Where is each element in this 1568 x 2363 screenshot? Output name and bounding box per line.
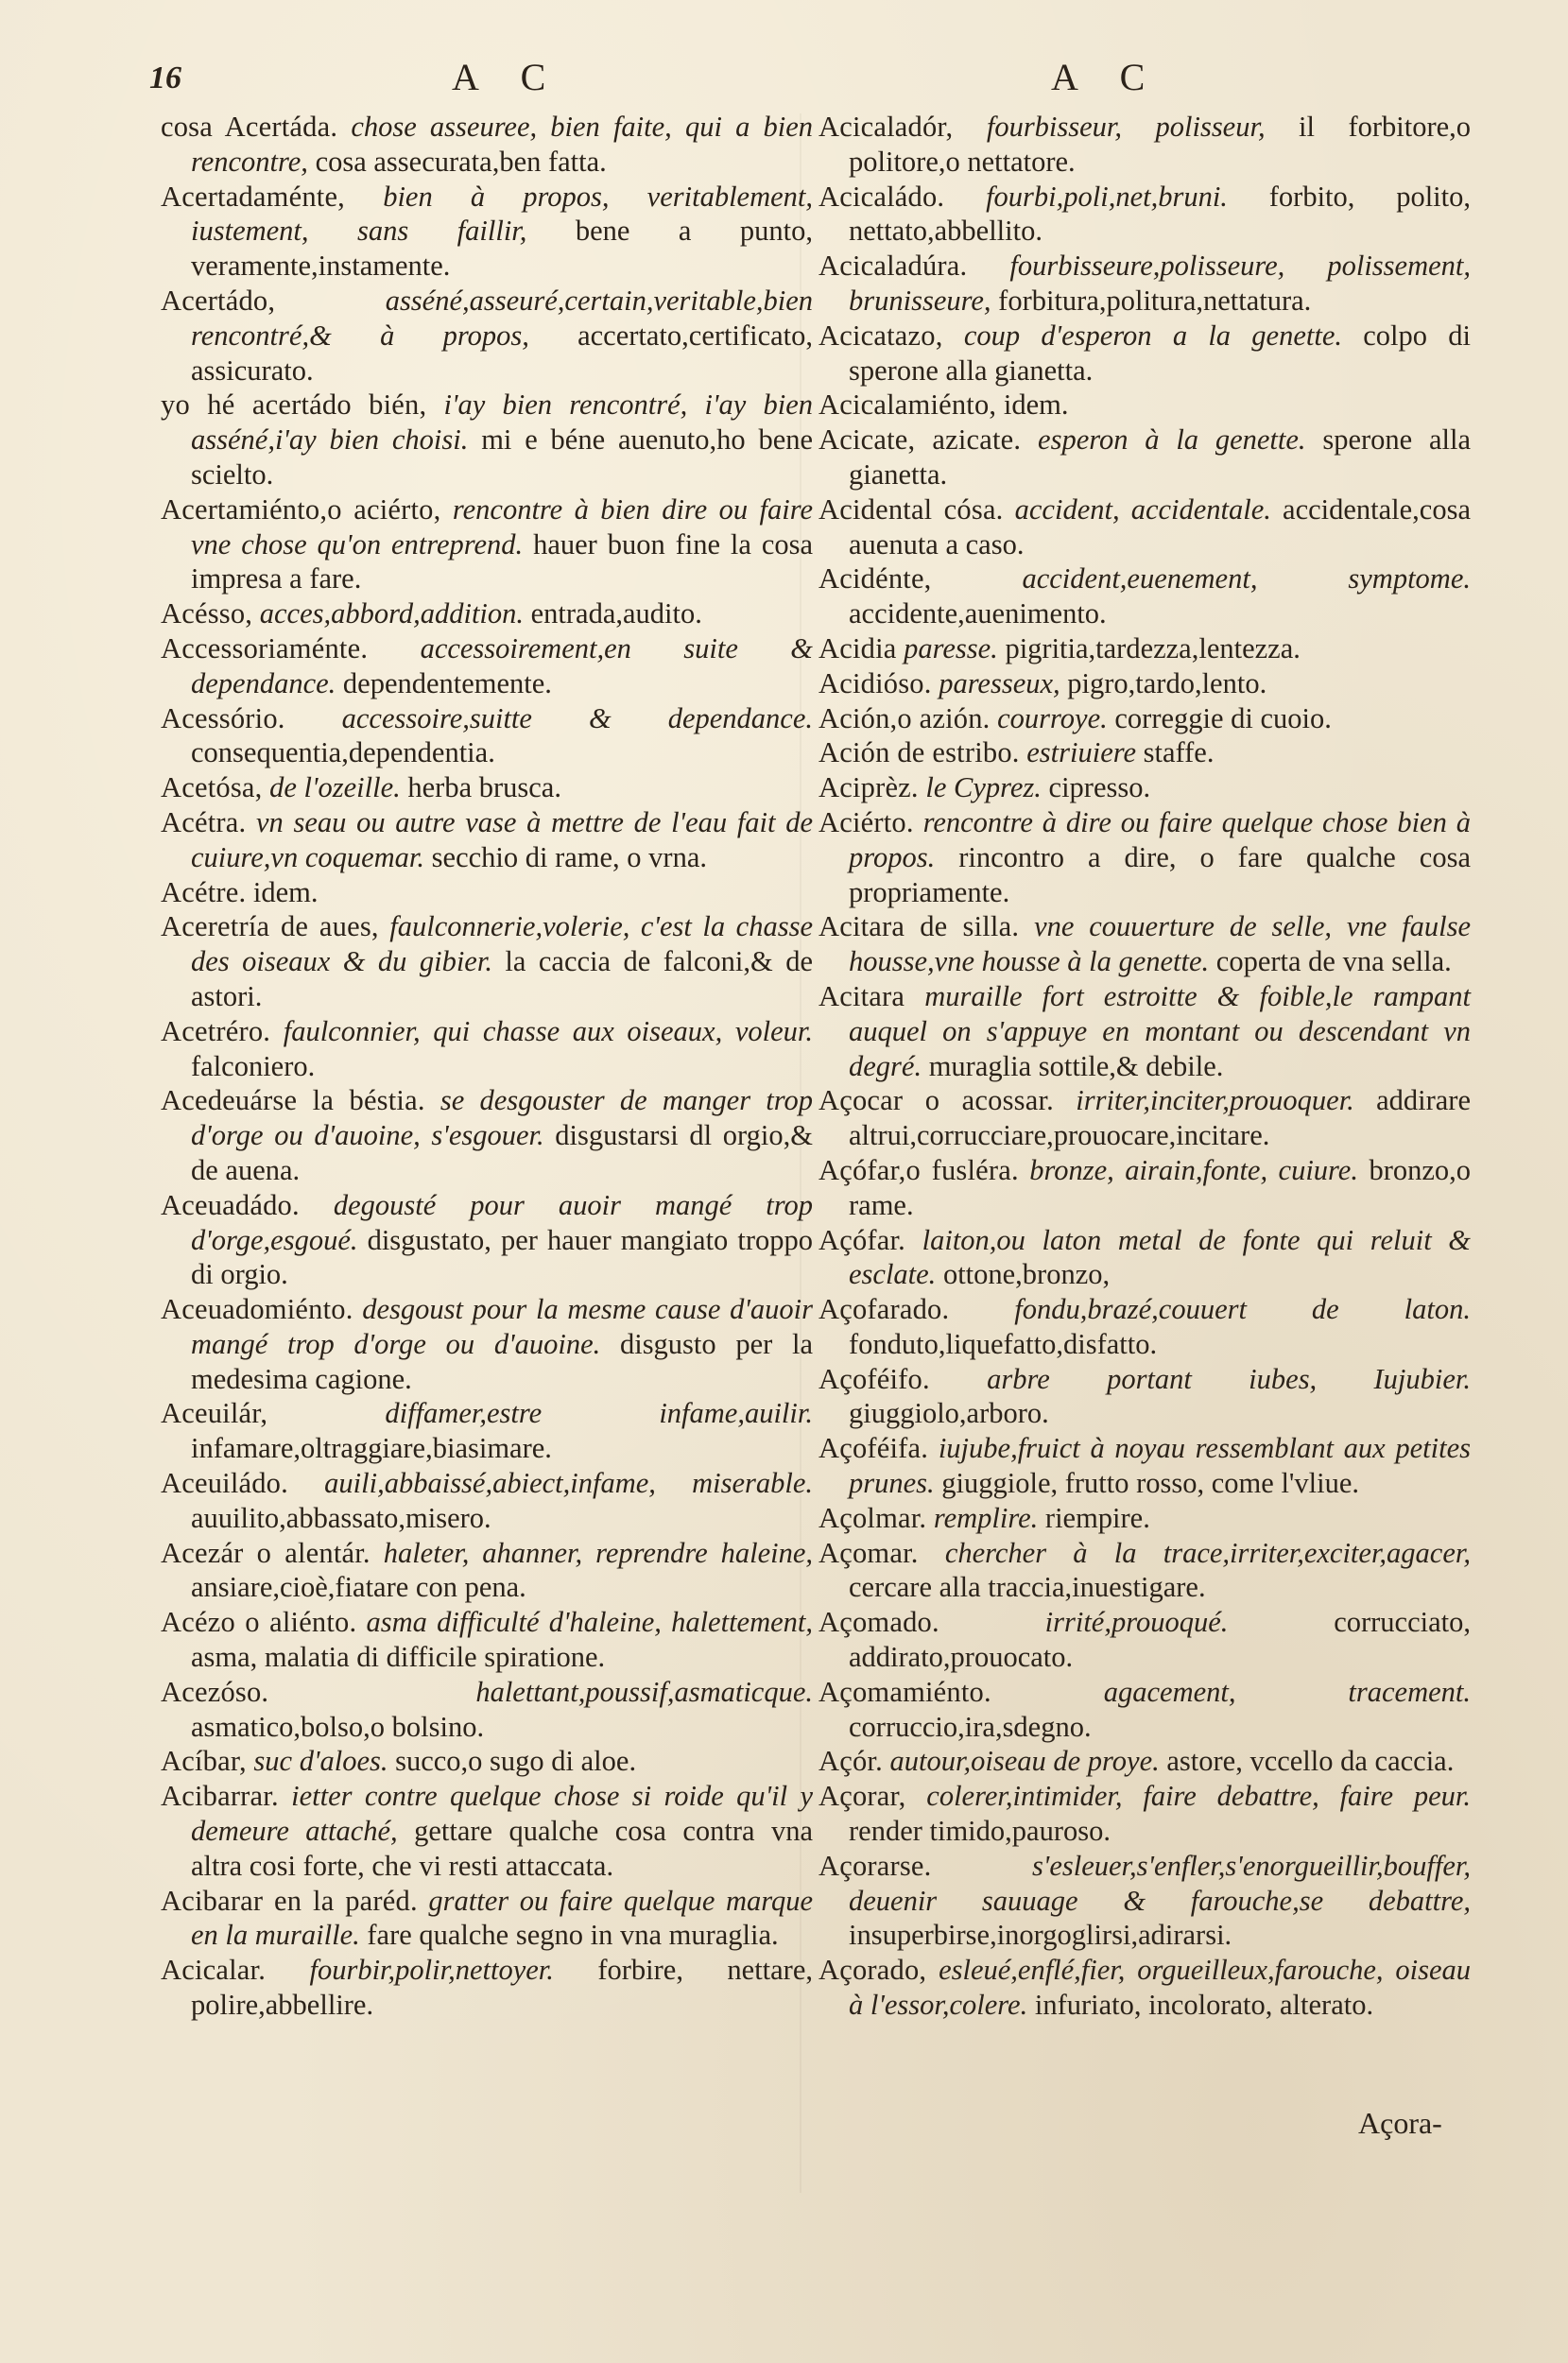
entry-italian-gloss: render timido,pauroso. bbox=[849, 1815, 1111, 1848]
entry-italian-gloss: herba brusca. bbox=[407, 771, 561, 804]
entry-headword: Ación,o azión. bbox=[818, 701, 991, 734]
entry-french-gloss: fourbisseur, polisseur, bbox=[986, 111, 1266, 143]
entry-italian-gloss: rincontro a dire, o fare qualche cosa propriamente. bbox=[849, 840, 1471, 908]
entry-french-gloss: asséné,asseuré,certain,veritable,bien rencontré,& à propos, bbox=[191, 284, 813, 352]
dictionary-entry bbox=[161, 1536, 813, 1606]
entry-italian-gloss: cipresso. bbox=[1048, 771, 1151, 804]
entry-headword: Aceuiládo. bbox=[161, 1467, 288, 1500]
entry-italian-gloss: entrada,audito. bbox=[530, 597, 702, 630]
entry-french-gloss: i'ay bien rencontré, i'ay bien asséné,i'ay bien choisi. bbox=[191, 388, 813, 457]
dictionary-entry bbox=[161, 1675, 813, 1745]
entry-headword: cosa Acertáda. bbox=[161, 111, 338, 143]
entry-italian-gloss: colpo di sperone alla gianetta. bbox=[849, 319, 1472, 387]
entry-french-gloss: le Cyprez. bbox=[925, 771, 1042, 804]
dictionary-entry bbox=[818, 1431, 1471, 1501]
entry-italian-gloss: disgustarsi dl orgio,& de auena. bbox=[191, 1119, 813, 1186]
entry-french-gloss: auili,abbaissé,abiect,infame, miserable. bbox=[324, 1467, 813, 1500]
entry-headword: Aceuilár, bbox=[161, 1397, 268, 1430]
dictionary-entry bbox=[161, 1188, 813, 1292]
entry-french-gloss: fondu,brazé,couuert de laton. bbox=[1014, 1293, 1472, 1326]
dictionary-entry bbox=[818, 492, 1471, 562]
dictionary-entry bbox=[161, 388, 813, 492]
entry-italian-gloss: astore, vccello da caccia. bbox=[1166, 1745, 1455, 1778]
entry-headword: Acertádo, bbox=[161, 284, 276, 317]
entry-french-gloss: laiton,ou laton metal de fonte qui reluit & esclate. bbox=[849, 1223, 1471, 1291]
entry-italian-gloss: succo,o sugo di aloe. bbox=[395, 1745, 637, 1778]
entry-french-gloss: courroye. bbox=[997, 701, 1108, 734]
entry-headword: Açocar o acossar. bbox=[818, 1084, 1054, 1117]
entry-italian-gloss: auuilito,abbassato,misero. bbox=[191, 1501, 491, 1534]
entry-headword: Acezár o alentár. bbox=[161, 1536, 370, 1569]
entry-italian-gloss: accidentale,cosa auenuta a caso. bbox=[849, 492, 1471, 561]
entry-headword: Acertamiénto,o aciérto, bbox=[161, 492, 441, 526]
dictionary-entry bbox=[818, 1292, 1471, 1362]
entry-french-gloss: irrité,prouoqué. bbox=[1044, 1606, 1229, 1639]
entry-headword: yo hé acertádo bién, bbox=[161, 388, 427, 422]
dictionary-entry bbox=[818, 423, 1471, 492]
entry-french-gloss: diffamer,estre infame,auilir. bbox=[385, 1397, 813, 1430]
page-number: 16 bbox=[149, 60, 181, 95]
dictionary-entry bbox=[818, 1779, 1471, 1849]
dictionary-entry bbox=[161, 875, 813, 910]
entry-italian-gloss: staffe. bbox=[1143, 736, 1215, 769]
entry-headword: Acibarar en la paréd. bbox=[161, 1884, 418, 1917]
entry-french-gloss: bien à propos, veritablement, iustement, sans faillir, bbox=[191, 180, 813, 248]
entry-french-gloss: chose asseuree, bien faite, qui a bien rencontre, bbox=[191, 111, 813, 178]
entry-headword: Aceuadádo. bbox=[161, 1188, 300, 1221]
entry-italian-gloss: falconiero. bbox=[191, 1049, 316, 1082]
entry-headword: Açófar,o fusléra. bbox=[818, 1153, 1019, 1186]
entry-french-gloss: autour,oiseau de proye. bbox=[889, 1745, 1160, 1778]
catchword: Açora- bbox=[1358, 2106, 1442, 2140]
entry-italian-gloss: mi e béne auenuto,ho bene scielto. bbox=[191, 423, 814, 491]
dictionary-entry bbox=[161, 1292, 813, 1396]
entry-headword: Acetósa, bbox=[161, 771, 263, 804]
dictionary-entry bbox=[161, 631, 813, 701]
entry-italian-gloss: accertato,certificato, assicurato. bbox=[191, 319, 814, 387]
entry-italian-gloss: riempire. bbox=[1044, 1501, 1150, 1534]
dictionary-entry bbox=[818, 1083, 1471, 1153]
entry-italian-gloss: idem. bbox=[252, 875, 319, 908]
dictionary-entry bbox=[818, 561, 1471, 631]
entry-headword: Acertadaménte, bbox=[161, 180, 346, 213]
dictionary-entry bbox=[818, 1362, 1471, 1432]
entry-french-gloss: agacement, tracement. bbox=[1103, 1675, 1471, 1708]
entry-french-gloss: paresseux, bbox=[939, 666, 1060, 699]
left-column bbox=[161, 110, 813, 2023]
entry-french-gloss: estriuiere bbox=[1026, 736, 1137, 769]
entry-headword: Aciprèz. bbox=[818, 771, 919, 804]
dictionary-entry bbox=[818, 1501, 1471, 1536]
entry-headword: Açomamiénto. bbox=[818, 1675, 991, 1708]
entry-italian-gloss: forbito, polito, nettato,abbellito. bbox=[849, 180, 1471, 248]
dictionary-entry bbox=[161, 1466, 813, 1536]
entry-french-gloss: muraille fort estroitte & foible,le rampant auquel on s'appuye en montant ou descendant vn degré. bbox=[849, 979, 1472, 1082]
dictionary-entry bbox=[818, 1849, 1471, 1953]
entry-italian-gloss: corrucciato, addirato,prouocato. bbox=[849, 1606, 1471, 1674]
entry-french-gloss: rencontre à bien dire ou faire vne chose qu'on entreprend. bbox=[191, 492, 814, 561]
entry-headword: Acitara de silla. bbox=[818, 910, 1020, 943]
dictionary-entry bbox=[818, 1223, 1471, 1293]
entry-italian-gloss: asmatico,bolso,o bolsino. bbox=[191, 1710, 485, 1743]
entry-french-gloss: se desgouster de manger trop d'orge ou d'auoine, s'esgouer. bbox=[191, 1084, 813, 1152]
entry-headword: Acíbar, bbox=[161, 1745, 247, 1778]
entry-french-gloss: haleter, ahanner, reprendre haleine, bbox=[383, 1536, 814, 1569]
entry-italian-gloss: bronzo,o rame. bbox=[849, 1153, 1472, 1221]
dictionary-entry bbox=[818, 1153, 1471, 1223]
entry-italian-gloss: giuggiolo,arboro. bbox=[849, 1397, 1049, 1430]
entry-italian-gloss: muraglia sottile,& debile. bbox=[928, 1049, 1224, 1082]
entry-french-gloss: fourbi,poli,net,bruni. bbox=[986, 180, 1228, 213]
entry-headword: Acicaladór, bbox=[818, 111, 954, 143]
dictionary-entry bbox=[161, 284, 813, 388]
entry-french-gloss: faulconnier, qui chasse aux oiseaux, voleur. bbox=[283, 1014, 813, 1047]
entry-french-gloss: coup d'esperon a la genette. bbox=[963, 319, 1342, 352]
entry-french-gloss: faulconnerie,volerie, c'est la chasse des oiseaux & du gibier. bbox=[191, 910, 813, 978]
entry-headword: Acicaladúra. bbox=[818, 250, 968, 283]
dictionary-entry bbox=[818, 1675, 1471, 1745]
dictionary-entry bbox=[818, 319, 1471, 388]
entry-italian-gloss: gettare qualche cosa contra vna altra cosi forte, che vi resti attaccata. bbox=[191, 1815, 813, 1882]
entry-headword: Acicalamiénto, bbox=[818, 388, 997, 422]
entry-italian-gloss: addirare altrui,corrucciare,prouocare,incitare. bbox=[849, 1084, 1471, 1152]
entry-headword: Acésso, bbox=[161, 597, 253, 630]
entry-headword: Acézo o aliénto. bbox=[161, 1606, 357, 1639]
entry-french-gloss: accessoire,suitte & dependance. bbox=[341, 701, 813, 734]
entry-italian-gloss: infuriato, incolorato, alterato. bbox=[1034, 1989, 1374, 2022]
entry-french-gloss: fourbisseure,polisseure, polissement, brunisseure, bbox=[849, 250, 1471, 317]
page-header bbox=[0, 55, 1568, 102]
entry-italian-gloss: consequentia,dependentia. bbox=[191, 736, 495, 769]
dictionary-entry bbox=[818, 979, 1471, 1083]
entry-french-gloss: iujube,fruict à noyau ressemblant aux petites prunes. bbox=[849, 1432, 1472, 1500]
entry-italian-gloss: cosa assecurata,ben fatta. bbox=[315, 145, 607, 178]
dictionary-entry bbox=[161, 701, 813, 771]
entry-italian-gloss: giuggiole, frutto rosso, come l'vliue. bbox=[941, 1467, 1360, 1500]
entry-headword: Acétre. bbox=[161, 875, 247, 908]
entry-headword: Açorar, bbox=[818, 1780, 906, 1813]
entry-french-gloss: accident,euenement, symptome. bbox=[1022, 562, 1471, 595]
left-running-head: A C bbox=[452, 56, 563, 98]
entry-french-gloss: ietter contre quelque chose si roide qu'il y demeure attaché, bbox=[191, 1780, 813, 1848]
entry-headword: Acidental cósa. bbox=[818, 492, 1004, 526]
entry-french-gloss: asma difficulté d'haleine, halettement, bbox=[366, 1606, 813, 1639]
entry-french-gloss: vne couuerture de selle, vne faulse housse,vne housse à la genette. bbox=[849, 910, 1471, 978]
dictionary-entry bbox=[818, 1953, 1471, 2023]
entry-italian-gloss: coperta de vna sella. bbox=[1215, 945, 1452, 978]
entry-headword: Acezóso. bbox=[161, 1675, 269, 1708]
dictionary-entry bbox=[161, 1779, 813, 1883]
dictionary-entry bbox=[818, 631, 1471, 666]
dictionary-entry bbox=[818, 180, 1471, 250]
entry-headword: Acessório. bbox=[161, 701, 285, 734]
entry-italian-gloss: idem. bbox=[1003, 388, 1069, 422]
entry-headword: Acétra. bbox=[161, 805, 247, 838]
entry-headword: Acidia bbox=[818, 631, 897, 664]
entry-italian-gloss: bene a punto, veramente,instamente. bbox=[191, 215, 813, 283]
dictionary-entry bbox=[161, 805, 813, 875]
entry-french-gloss: de l'ozeille. bbox=[269, 771, 401, 804]
dictionary-entry bbox=[818, 735, 1471, 770]
entry-headword: Acicatazo, bbox=[818, 319, 943, 352]
entry-italian-gloss: forbitura,politura,nettatura. bbox=[998, 284, 1312, 317]
entry-italian-gloss: cercare alla traccia,inuestigare. bbox=[849, 1571, 1206, 1604]
entry-french-gloss: chercher à la trace,irriter,exciter,agacer, bbox=[944, 1536, 1471, 1569]
entry-headword: Açolmar. bbox=[818, 1501, 927, 1534]
entry-headword: Açofarado. bbox=[818, 1293, 950, 1326]
entry-french-gloss: colerer,intimider, faire debattre, faire peur. bbox=[926, 1780, 1471, 1813]
entry-headword: Acedeuárse la béstia. bbox=[161, 1084, 425, 1117]
entry-headword: Açomar. bbox=[818, 1536, 919, 1569]
entry-italian-gloss: disgustato, per hauer mangiato troppo di orgio. bbox=[191, 1223, 813, 1291]
entry-headword: Acicate, azicate. bbox=[818, 423, 1022, 457]
entry-headword: Aciérto. bbox=[818, 805, 914, 838]
entry-french-gloss: bronze, airain,fonte, cuiure. bbox=[1029, 1153, 1358, 1186]
entry-italian-gloss: la caccia de falconi,& de astori. bbox=[191, 945, 813, 1012]
dictionary-entry bbox=[161, 1605, 813, 1675]
entry-french-gloss: desgoust pour la mesme cause d'auoir mangé trop d'orge ou d'auoine. bbox=[191, 1293, 814, 1360]
dictionary-entry bbox=[161, 1083, 813, 1187]
entry-headword: Açoféifa. bbox=[818, 1432, 929, 1465]
dictionary-entry bbox=[161, 492, 813, 596]
entry-italian-gloss: hauer buon fine la cosa impresa a fare. bbox=[191, 527, 814, 595]
entry-italian-gloss: infamare,oltraggiare,biasimare. bbox=[191, 1432, 552, 1465]
entry-headword: Acicaládo. bbox=[818, 180, 945, 213]
dictionary-entry bbox=[818, 805, 1471, 909]
entry-italian-gloss: corruccio,ira,sdegno. bbox=[849, 1710, 1092, 1743]
entry-italian-gloss: accidente,auenimento. bbox=[849, 597, 1107, 630]
entry-headword: Accessoriaménte. bbox=[161, 631, 369, 664]
dictionary-entry bbox=[161, 1884, 813, 1954]
entry-headword: Acidióso. bbox=[818, 666, 932, 699]
entry-headword: Acidénte, bbox=[818, 562, 932, 595]
entry-french-gloss: paresse. bbox=[904, 631, 998, 664]
entry-french-gloss: gratter ou faire quelque marque en la muraille. bbox=[191, 1884, 814, 1952]
entry-headword: Acetréro. bbox=[161, 1014, 271, 1047]
entry-french-gloss: accessoirement,en suite & dependance. bbox=[191, 631, 813, 699]
entry-italian-gloss: pigritia,tardezza,lentezza. bbox=[1005, 631, 1301, 664]
entry-french-gloss: halettant,poussif,asmaticque. bbox=[475, 1675, 813, 1708]
entry-italian-gloss: dependentemente. bbox=[342, 666, 552, 699]
dictionary-entry bbox=[818, 1605, 1471, 1675]
dictionary-entry bbox=[818, 909, 1471, 979]
entry-italian-gloss: fare qualche segno in vna muraglia. bbox=[367, 1919, 779, 1952]
entry-headword: Aceretría de aues, bbox=[161, 910, 379, 943]
dictionary-entry bbox=[161, 909, 813, 1013]
entry-french-gloss: acces,abbord,addition. bbox=[259, 597, 525, 630]
entry-italian-gloss: ottone,bronzo, bbox=[942, 1258, 1111, 1291]
dictionary-entry bbox=[161, 596, 813, 631]
entry-italian-gloss: secchio di rame, o vrna. bbox=[431, 840, 708, 873]
entry-french-gloss: degousté pour auoir mangé trop d'orge,esgoué. bbox=[191, 1188, 814, 1256]
right-column bbox=[818, 110, 1471, 2023]
entry-french-gloss: remplire. bbox=[933, 1501, 1039, 1534]
entry-italian-gloss: ansiare,cioè,fiatare con pena. bbox=[191, 1571, 526, 1604]
dictionary-entry bbox=[161, 1014, 813, 1084]
entry-italian-gloss: il forbitore,o politore,o nettatore. bbox=[849, 111, 1472, 178]
entry-italian-gloss: fonduto,liquefatto,disfatto. bbox=[849, 1327, 1158, 1360]
entry-headword: Açorado, bbox=[818, 1954, 927, 1987]
entry-french-gloss: esperon à la genette. bbox=[1038, 423, 1306, 457]
entry-italian-gloss: correggie di cuoio. bbox=[1114, 701, 1332, 734]
entry-italian-gloss: pigro,tardo,lento. bbox=[1067, 666, 1267, 699]
dictionary-entry bbox=[818, 666, 1471, 701]
entry-italian-gloss: asma, malatia di difficile spiratione. bbox=[191, 1641, 606, 1674]
entry-headword: Açófar. bbox=[818, 1223, 906, 1256]
dictionary-entry bbox=[161, 1953, 813, 2023]
entry-italian-gloss: disgusto per la medesima cagione. bbox=[191, 1327, 813, 1395]
entry-headword: Açór. bbox=[818, 1745, 883, 1778]
entry-headword: Acitara bbox=[818, 979, 905, 1012]
dictionary-entry bbox=[818, 701, 1471, 736]
entry-french-gloss: rencontre à dire ou faire quelque chose bien à propos. bbox=[849, 805, 1471, 873]
dictionary-entry bbox=[818, 1744, 1471, 1779]
dictionary-entry bbox=[818, 770, 1471, 805]
entry-headword: Ación de estribo. bbox=[818, 736, 1020, 769]
entry-italian-gloss: insuperbirse,inorgoglirsi,adirarsi. bbox=[849, 1919, 1232, 1952]
entry-french-gloss: fourbir,polir,nettoyer. bbox=[309, 1954, 554, 1987]
entry-headword: Acicalar. bbox=[161, 1954, 267, 1987]
dictionary-entry bbox=[161, 1396, 813, 1466]
entry-headword: Acibarrar. bbox=[161, 1780, 279, 1813]
entry-italian-gloss: forbire, nettare, polire,abbellire. bbox=[191, 1954, 814, 2022]
dictionary-entry bbox=[818, 110, 1471, 180]
entry-french-gloss: accident, accidentale. bbox=[1014, 492, 1271, 526]
entry-french-gloss: vn seau ou autre vase à mettre de l'eau fait de cuiure,vn coquemar. bbox=[191, 805, 813, 873]
entry-french-gloss: esleué,enflé,fier, orgueilleux,farouche, oiseau à l'essor,colere. bbox=[849, 1954, 1472, 2022]
entry-italian-gloss: sperone alla gianetta. bbox=[849, 423, 1472, 491]
dictionary-entry bbox=[818, 249, 1471, 319]
dictionary-entry bbox=[161, 1744, 813, 1779]
dictionary-entry bbox=[818, 1536, 1471, 1606]
entry-french-gloss: s'esleuer,s'enfler,s'enorgueillir,bouffer, deuenir sauuage & farouche,se debattre, bbox=[849, 1849, 1471, 1917]
dictionary-entry bbox=[161, 180, 813, 284]
dictionary-entry bbox=[818, 388, 1471, 423]
entry-french-gloss: irriter,inciter,prouoquer. bbox=[1076, 1084, 1354, 1117]
entry-headword: Açorarse. bbox=[818, 1849, 932, 1882]
dictionary-entry bbox=[161, 110, 813, 180]
entry-french-gloss: arbre portant iubes, Iujubier. bbox=[987, 1362, 1471, 1395]
entry-headword: Açoféifo. bbox=[818, 1362, 930, 1395]
entry-french-gloss: suc d'aloes. bbox=[253, 1745, 388, 1778]
right-running-head: A C bbox=[1051, 56, 1163, 98]
entry-headword: Açomado. bbox=[818, 1606, 939, 1639]
dictionary-entry bbox=[161, 770, 813, 805]
entry-headword: Aceuadomiénto. bbox=[161, 1293, 353, 1326]
